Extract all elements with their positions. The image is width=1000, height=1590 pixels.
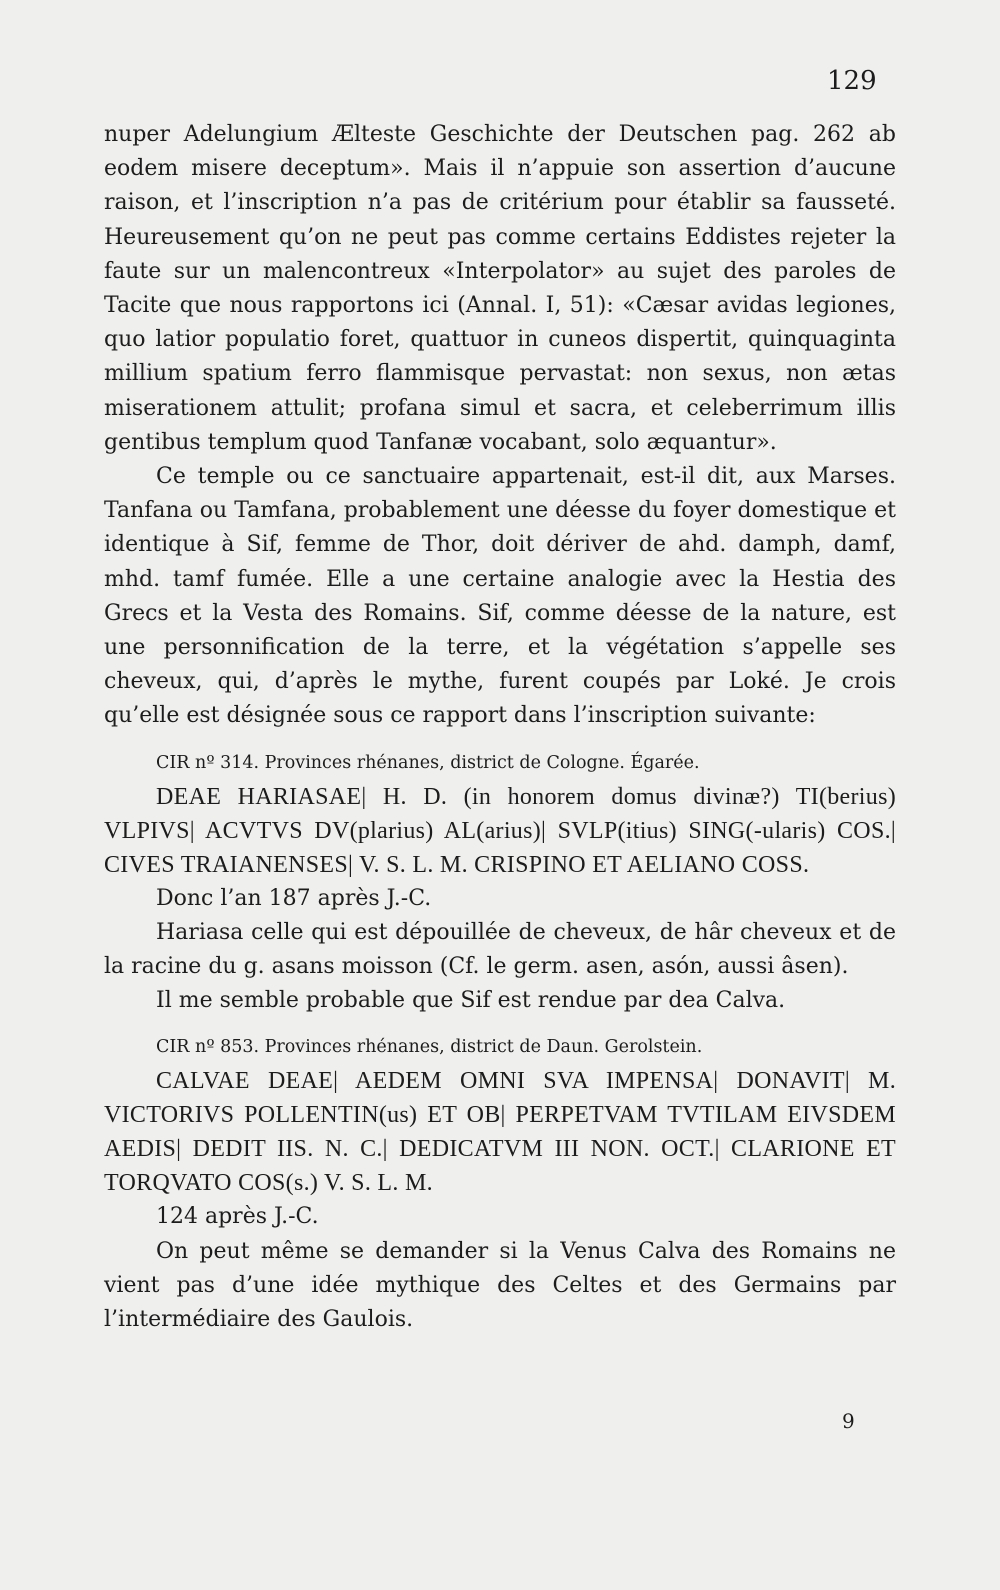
inscription-2-date: 124 après J.-C. [156, 1204, 319, 1230]
paragraph-4: Il me semble probable que Sif est rendue par dea Calva. [156, 988, 786, 1014]
body-text [104, 118, 896, 1337]
paragraph-1: nuper Adelungium Ælteste Geschichte der Deutschen pag. 262 ab eodem misere deceptum». Mais il n’appuie son assertion d’aucune raison, et l’inscription n’a pas de critérium pour établir sa fausseté. Heureusement qu’on ne peut pas comme certains Eddistes rejeter la faute sur un malencontreux «Interpolator» au sujet des paroles de Tacite que nous rapportons ici (Annal. I, 51): «Cæsar avidas legiones, quo latior populatio foret, quattuor in cuneos dispertit, quinquaginta millium spatium ferro flammisque pervastat: non sexus, non ætas miserationem attulit; profana simul et sacra, et celeberrimum illis gentibus templum quod Tanfanæ vocabant, solo æquantur». [104, 122, 896, 455]
signature-mark: 9 [842, 1409, 855, 1433]
spacer [104, 1018, 896, 1028]
paragraph-5: On peut même se demander si la Venus Calva des Romains ne vient pas d’une idée mythique des Celtes et des Germains par l’intermédiaire des Gaulois. [104, 1238, 896, 1333]
inscription-1-date: Donc l’an 187 après J.-C. [156, 885, 432, 911]
inscription-2-text: CALVAE DEAE| AEDEM OMNI SVA IMPENSA| DONAVIT| M. VICTORIVS POLLENTIN(us) ET OB| PERPETVAM TVTILAM EIVSDEM AEDIS| DEDIT IIS. N. C.| DEDICATVM III NON. OCT.| CLARIONE ET TORQVATO COS(s.) V. S. L. M. [104, 1068, 896, 1197]
page-number: 129 [827, 66, 877, 96]
spacer [104, 734, 896, 744]
inscription-1-text: DEAE HARIASAE| H. D. (in honorem domus divinæ?) TI(berius) VLPIVS| ACVTVS DV(plarius) AL(arius)| SVLP(itius) SING(-ularis) COS.| CIVES TRAIANENSES| V. S. L. M. CRISPINO ET AELIANO COSS. [104, 783, 896, 878]
cir-reference-2: CIR nº 853. Provinces rhénanes, district de Daun. Gerolstein. [156, 1037, 703, 1058]
paragraph-2: Ce temple ou ce sanctuaire appartenait, est-il dit, aux Marses. Tanfana ou Tamfana, probablement une déesse du foyer domestique et identique à Sif, femme de Thor, doit dériver de ahd. damph, damf, mhd. tamf fumée. Elle a une certaine analogie avec la Hestia des Grecs et la Vesta des Romains. Sif, comme déesse de la nature, est une personnification de la terre, et la végétation s’appelle ses cheveux, qui, d’après le mythe, furent coupés par Loké. Je crois qu’elle est désignée sous ce rapport dans l’inscription suivante: [104, 464, 896, 729]
cir-reference-1: CIR nº 314. Provinces rhénanes, district de Cologne. Égarée. [156, 752, 700, 773]
paragraph-3: Hariasa celle qui est dépouillée de cheveux, de hâr cheveux et de la racine du g. asans moisson (Cf. le germ. asen, asón, aussi âsen). [104, 919, 896, 980]
